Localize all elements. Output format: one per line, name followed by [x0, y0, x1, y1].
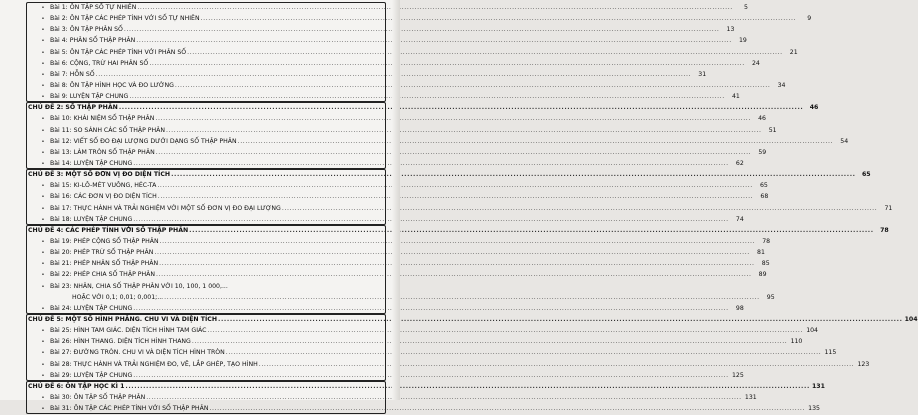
dot-leader: [133, 214, 729, 225]
bullet-icon: •: [41, 183, 45, 190]
dot-leader: [124, 24, 720, 35]
toc-entry[interactable]: [28, 147, 767, 158]
page-number: 78: [762, 237, 771, 245]
chapter-heading[interactable]: [28, 225, 889, 236]
entry-title: HOẶC VỚI 0,1; 0,01; 0,001;...: [72, 293, 164, 301]
dot-leader: [187, 47, 783, 58]
entry-title: Bài 29: LUYỆN TẬP CHUNG: [50, 371, 133, 379]
entry-title: Bài 27: ĐƯỜNG TRÒN. CHU VI VÀ DIỆN TÍCH HÌNH TRÒN: [50, 349, 225, 357]
page-number: 135: [808, 405, 820, 413]
toc-entry[interactable]: [28, 69, 707, 80]
dot-leader: [259, 359, 855, 370]
entry-title: Bài 21: PHÉP NHÂN SỐ THẬP PHÂN: [50, 260, 159, 268]
bullet-icon: •: [41, 38, 45, 45]
entry-title: Bài 24: LUYỆN TẬP CHUNG: [50, 304, 133, 312]
toc-entry[interactable]: [28, 303, 744, 314]
page-number: 131: [744, 393, 757, 401]
dot-leader: [136, 35, 732, 46]
toc-entry[interactable]: [28, 292, 775, 303]
bullet-icon: •: [41, 205, 45, 212]
dot-leader: [155, 113, 751, 124]
entry-title: Bài 4: PHÂN SỐ THẬP PHÂN: [50, 37, 136, 45]
toc-entry[interactable]: [28, 269, 767, 280]
toc-section: [28, 102, 849, 169]
entry-title: Bài 11: SO SÁNH CÁC SỐ THẬP PHÂN: [50, 126, 166, 134]
entry-title: Bài 25: HÌNH TAM GIÁC. DIỆN TÍCH HÌNH TAM GIÁC: [50, 327, 207, 335]
bullet-icon: •: [41, 372, 45, 379]
toc-entry[interactable]: [28, 214, 744, 225]
dot-leader: [192, 336, 788, 347]
bullet-icon: •: [41, 60, 45, 67]
dot-leader: [159, 258, 755, 269]
bullet-icon: •: [41, 406, 45, 413]
page-number: 5: [743, 4, 748, 11]
bullet-icon: •: [41, 283, 45, 290]
toc-section: [28, 225, 889, 314]
dot-leader: [133, 370, 729, 381]
dot-leader: [166, 125, 762, 136]
bullet-icon: •: [41, 238, 45, 245]
bullet-icon: •: [41, 127, 45, 134]
toc-entry[interactable]: [28, 336, 803, 347]
page-number: 98: [735, 304, 744, 312]
bullet-icon: •: [41, 16, 45, 23]
page-number: 95: [766, 293, 775, 301]
page-number: 104: [806, 327, 818, 335]
dot-leader: [158, 191, 754, 202]
entry-title: Bài 10: KHÁI NIỆM SỐ THẬP PHÂN: [50, 115, 155, 123]
page-number: 115: [824, 349, 837, 357]
toc-entry[interactable]: [28, 91, 740, 102]
dot-leader: [171, 169, 856, 180]
entry-title: Bài 8: ÔN TẬP HÌNH HỌC VÀ ĐO LƯỜNG: [50, 81, 174, 89]
page-number: 65: [861, 171, 871, 179]
chapter-heading[interactable]: [28, 381, 825, 392]
entry-title: Bài 6: CỘNG, TRỪ HAI PHÂN SỐ: [50, 59, 149, 67]
page-number: 78: [880, 226, 889, 234]
toc-entry[interactable]: [28, 80, 786, 91]
bullet-icon: •: [41, 216, 45, 223]
entry-title: Bài 18: LUYỆN TẬP CHUNG: [50, 215, 133, 223]
page-number: 21: [789, 48, 798, 56]
toc-entry[interactable]: [28, 392, 757, 403]
bullet-icon: •: [41, 27, 45, 34]
page-number: 81: [757, 249, 765, 257]
toc-entry[interactable]: [28, 347, 837, 358]
page-number: 51: [768, 126, 777, 134]
toc-entry[interactable]: [28, 203, 893, 214]
bullet-icon: •: [41, 339, 45, 346]
dot-leader: [149, 58, 745, 69]
toc-entry[interactable]: [28, 359, 870, 370]
page-number: 59: [758, 148, 767, 156]
entry-title: Bài 28: THỰC HÀNH VÀ TRẢI NGHIỆM ĐO, VẼ, LẮP GHÉP, TẠO HÌNH: [50, 360, 258, 368]
toc-entry[interactable]: [28, 47, 798, 58]
toc-entry[interactable]: [28, 191, 769, 202]
toc-section: [28, 381, 825, 414]
dot-leader: [201, 13, 797, 24]
dot-leader: [207, 325, 803, 336]
entry-title: CHỦ ĐỀ 3: MỘT SỐ ĐƠN VỊ ĐO DIỆN TÍCH: [28, 171, 171, 179]
page-number: 31: [698, 70, 707, 78]
toc-entry[interactable]: [28, 158, 744, 169]
bullet-icon: •: [41, 49, 45, 56]
page-number: 65: [759, 182, 768, 190]
entry-title: Bài 23: NHÂN, CHIA SỐ THẬP PHÂN VỚI 10, 100, 1 000,...: [50, 282, 228, 290]
entry-title: Bài 19: PHÉP CỘNG SỐ THẬP PHÂN: [50, 237, 159, 245]
bullet-icon: •: [41, 305, 45, 312]
dot-leader: [157, 180, 753, 191]
chapter-heading[interactable]: [28, 169, 871, 180]
page-number: 123: [857, 360, 870, 368]
bullet-icon: •: [41, 328, 45, 335]
toc-entry[interactable]: [28, 35, 747, 46]
dot-leader: [175, 80, 771, 91]
page-number: 34: [777, 81, 786, 89]
entry-title: Bài 2: ÔN TẬP CÁC PHÉP TÍNH VỚI SỐ TỰ NHIÊN: [50, 15, 200, 23]
table-of-contents: [28, 2, 918, 414]
entry-title: CHỦ ĐỀ 2: SỐ THẬP PHÂN: [28, 104, 118, 112]
page-number: 71: [884, 204, 893, 212]
dot-leader: [160, 236, 756, 247]
entry-title: Bài 13: LÀM TRÒN SỐ THẬP PHÂN: [50, 148, 155, 156]
bullet-icon: •: [41, 394, 45, 401]
page-number: 46: [809, 104, 819, 112]
page-number: 41: [731, 93, 740, 101]
dot-leader: [133, 158, 729, 169]
entry-title: Bài 14: LUYỆN TẬP CHUNG: [50, 159, 133, 167]
toc-entry[interactable]: [28, 236, 771, 247]
page-number: 104: [904, 315, 918, 323]
toc-entry[interactable]: [28, 180, 768, 191]
entry-title: Bài 16: CÁC ĐƠN VỊ ĐO DIỆN TÍCH: [50, 193, 157, 201]
dot-leader: [129, 91, 725, 102]
toc-entry[interactable]: [28, 13, 812, 24]
entry-title: Bài 1: ÔN TẬP SỐ TỰ NHIÊN: [50, 4, 137, 11]
entry-title: Bài 30: ÔN TẬP SỐ THẬP PHÂN: [50, 393, 146, 401]
page-number: 110: [790, 338, 803, 346]
bullet-icon: •: [41, 350, 45, 357]
entry-title: Bài 26: HÌNH THANG. DIỆN TÍCH HÌNH THANG: [50, 338, 191, 346]
entry-title: CHỦ ĐỀ 5: MỘT SỐ HÌNH PHẲNG. CHU VI VÀ DIỆN TÍCH: [28, 315, 218, 323]
dot-leader: [156, 147, 752, 158]
page-number: 131: [812, 382, 825, 390]
toc-section: [28, 314, 918, 381]
page-number: 24: [751, 59, 760, 67]
toc-entry[interactable]: [28, 136, 849, 147]
page-number: 85: [761, 260, 770, 268]
bullet-icon: •: [41, 5, 45, 11]
dot-leader: [156, 269, 752, 280]
bullet-icon: •: [41, 160, 45, 167]
toc-entry[interactable]: [28, 125, 777, 136]
entry-title: CHỦ ĐỀ 4: CÁC PHÉP TÍNH VỚI SỐ THẬP PHÂN: [28, 226, 189, 234]
entry-title: Bài 12: VIẾT SỐ ĐO ĐẠI LƯỢNG DƯỚI DẠNG SỐ THẬP PHÂN: [50, 137, 237, 145]
entry-title: Bài 20: PHÉP TRỪ SỐ THẬP PHÂN: [50, 249, 154, 257]
dot-leader: [189, 225, 874, 236]
bullet-icon: •: [41, 82, 45, 89]
bullet-icon: •: [41, 71, 45, 78]
dot-leader: [154, 247, 750, 258]
dot-leader: [226, 347, 822, 358]
chapter-heading[interactable]: [28, 314, 918, 325]
dot-leader: [218, 314, 903, 325]
toc-entry[interactable]: [28, 247, 765, 258]
dot-leader: [133, 303, 729, 314]
page-number: 62: [735, 159, 744, 167]
toc-entry[interactable]: [28, 24, 735, 35]
page-number: 68: [760, 193, 769, 201]
bullet-icon: •: [41, 94, 45, 101]
dot-leader: [238, 136, 834, 147]
entry-title: Bài 7: HỖN SỐ: [50, 70, 95, 78]
page-number: 19: [738, 37, 747, 45]
bullet-icon: •: [41, 194, 45, 201]
bullet-icon: •: [41, 272, 45, 279]
chapter-heading[interactable]: [28, 102, 819, 113]
toc-entry[interactable]: [28, 325, 818, 336]
bullet-icon: •: [41, 149, 45, 156]
dot-leader: [282, 203, 878, 214]
entry-title: Bài 15: KI-LÔ-MÉT VUÔNG, HÉC-TA: [50, 182, 157, 190]
page-number: 125: [731, 371, 744, 379]
toc-entry[interactable]: [28, 58, 760, 69]
toc-entry[interactable]: [28, 258, 770, 269]
entry-title: Bài 22: PHÉP CHIA SỐ THẬP PHÂN: [50, 271, 156, 279]
page-number: 9: [807, 15, 812, 23]
bullet-icon: •: [41, 361, 45, 368]
dot-leader: [137, 2, 733, 13]
bullet-icon: •: [41, 138, 45, 145]
dot-leader: [209, 403, 805, 414]
bullet-icon: •: [41, 261, 45, 268]
toc-entry[interactable]: [28, 403, 820, 414]
toc-section: [28, 2, 812, 102]
dot-leader: [146, 392, 742, 403]
toc-entry[interactable]: [28, 2, 748, 13]
page-number: 89: [758, 271, 767, 279]
dot-leader: [164, 292, 760, 303]
toc-section: [28, 169, 893, 225]
entry-title: Bài 3: ÔN TẬP PHÂN SỐ: [50, 26, 123, 34]
bullet-icon: •: [41, 116, 45, 123]
page-number: 13: [726, 26, 735, 34]
entry-title: CHỦ ĐỀ 6: ÔN TẬP HỌC KÌ 1: [28, 382, 125, 390]
entry-title: Bài 9: LUYỆN TẬP CHUNG: [50, 93, 129, 101]
entry-title: Bài 17: THỰC HÀNH VÀ TRẢI NGHIỆM VỚI MỘT SỐ ĐƠN VỊ ĐO ĐẠI LƯỢNG: [50, 204, 281, 212]
page-number: 46: [758, 115, 766, 123]
page-shadow: [392, 0, 400, 400]
bullet-icon: •: [41, 250, 45, 257]
entry-title: Bài 31: ÔN TẬP CÁC PHÉP TÍNH VỚI SỐ THẬP PHÂN: [50, 405, 209, 413]
toc-entry[interactable]: [28, 370, 744, 381]
dot-leader: [125, 381, 810, 392]
page-number: 54: [840, 137, 849, 145]
entry-title: Bài 5: ÔN TẬP CÁC PHÉP TÍNH VỚI PHÂN SỐ: [50, 48, 187, 56]
toc-entry[interactable]: [28, 281, 382, 292]
page-number: 74: [735, 215, 744, 223]
dot-leader: [119, 102, 804, 113]
toc-entry[interactable]: [28, 113, 766, 124]
